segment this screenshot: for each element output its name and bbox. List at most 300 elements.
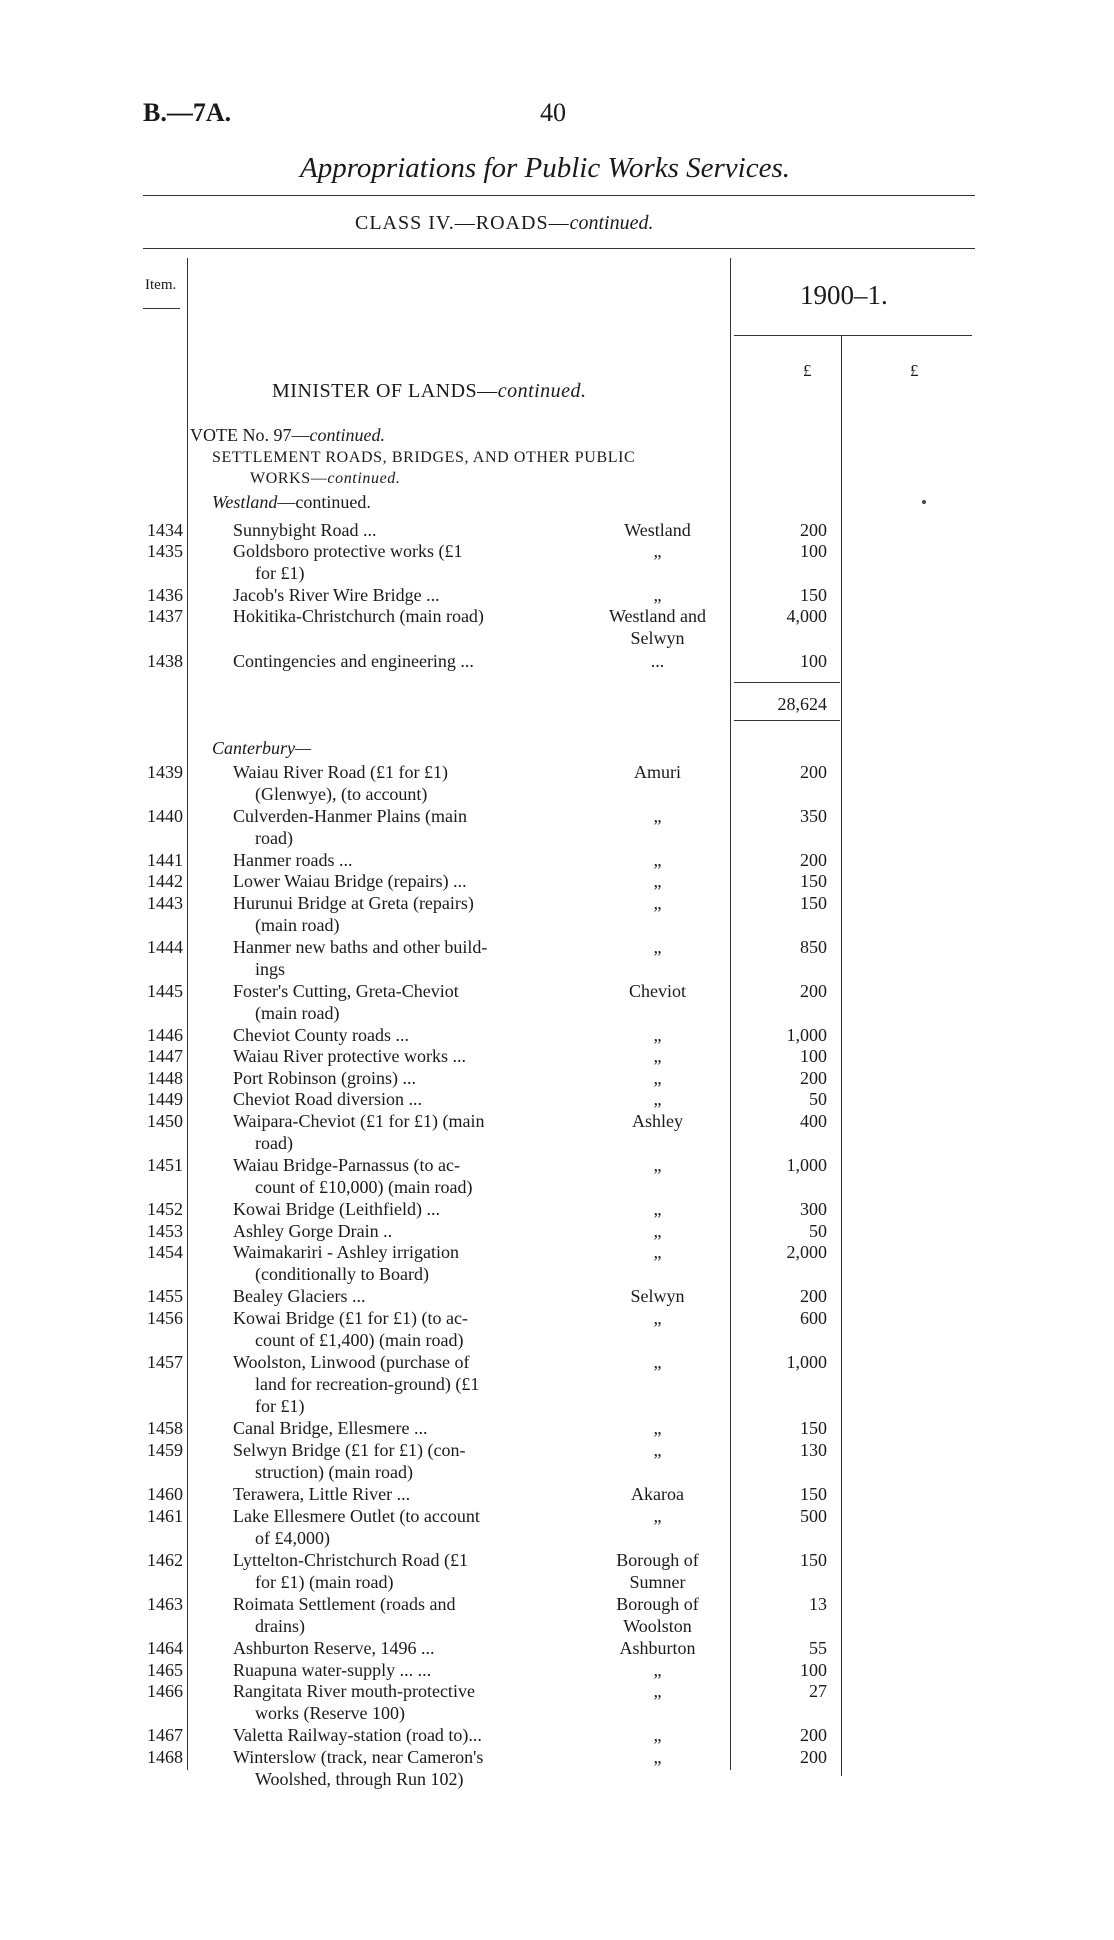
district-line: „ [653, 1308, 662, 1328]
table-row [0, 871, 1114, 893]
electoral-district [590, 1418, 725, 1440]
item-description [233, 1242, 459, 1286]
description-line: Waimakariri - Ashley irrigation [233, 1242, 459, 1262]
item-number: 1448 [147, 1068, 183, 1088]
table-row [0, 1046, 1114, 1068]
item-description [233, 1440, 465, 1484]
district-line: „ [653, 541, 662, 561]
amount: 200 [800, 1286, 827, 1306]
district-line: Amuri [634, 762, 681, 782]
table-row [0, 1725, 1114, 1747]
amount: 130 [800, 1440, 827, 1460]
amount: 850 [800, 937, 827, 957]
item-description [233, 1199, 440, 1221]
description-line: Waipara-Cheviot (£1 for £1) (main [233, 1111, 485, 1131]
table-row [0, 806, 1114, 848]
amount: 150 [800, 585, 827, 605]
electoral-district [590, 850, 725, 872]
description-line: Ruapuna water-supply ... ... [233, 1660, 432, 1680]
description-line: Foster's Cutting, Greta-Cheviot [233, 981, 459, 1001]
district-line: Borough of [616, 1550, 699, 1570]
description-line: Lower Waiau Bridge (repairs) ... [233, 871, 467, 891]
item-description [233, 1046, 466, 1068]
district-line: „ [653, 1221, 662, 1241]
class-title-cont: continued. [569, 212, 654, 234]
item-description [233, 937, 487, 981]
page-title: Appropriations for Public Works Services. [300, 152, 791, 184]
district-line: Sumner [629, 1571, 686, 1592]
item-description [233, 1725, 482, 1747]
description-line: Culverden-Hanmer Plains (main [233, 806, 467, 826]
table-row [0, 1242, 1114, 1284]
item-number: 1466 [147, 1681, 183, 1701]
description-line: Canal Bridge, Ellesmere ... [233, 1418, 428, 1438]
description-line: count of £10,000) (main road) [255, 1176, 473, 1197]
description-line: Contingencies and engineering ... [233, 651, 474, 671]
district-line: „ [653, 1155, 662, 1175]
district-line: Westland and [608, 606, 707, 626]
amount: 500 [800, 1506, 827, 1526]
item-description [233, 1089, 422, 1111]
district-line: Ashley [632, 1111, 683, 1131]
description-line: Hurunui Bridge at Greta (repairs) [233, 893, 474, 913]
description-line: Lake Ellesmere Outlet (to account [233, 1506, 480, 1526]
table-row [0, 1660, 1114, 1682]
district-line: „ [653, 1506, 662, 1526]
item-description [233, 850, 352, 872]
electoral-district [590, 871, 725, 893]
item-description [233, 1747, 483, 1791]
table-row [0, 651, 1114, 673]
item-number: 1460 [147, 1484, 183, 1504]
item-number: 1467 [147, 1725, 183, 1745]
amount: 150 [800, 871, 827, 891]
item-number: 1454 [147, 1242, 183, 1262]
table-row [0, 585, 1114, 607]
item-number: 1441 [147, 850, 183, 870]
item-description [233, 1068, 416, 1090]
item-description [233, 541, 462, 585]
item-column-rule [187, 258, 188, 1770]
electoral-district [590, 1242, 725, 1264]
class-title-main: CLASS IV.—ROADS— [355, 212, 570, 234]
description-line: Goldsboro protective works (£1 [233, 541, 463, 561]
item-number: 1464 [147, 1638, 183, 1658]
amount: 13 [809, 1594, 827, 1614]
table-row [0, 762, 1114, 804]
description-line: (Glenwye), (to account) [255, 783, 428, 804]
item-description [233, 651, 474, 673]
table-row [0, 850, 1114, 872]
description-line: (conditionally to Board) [255, 1263, 429, 1284]
electoral-district [590, 1594, 725, 1638]
description-line: of £4,000) [255, 1527, 330, 1548]
item-description [233, 1308, 468, 1352]
subtotal-rule [734, 682, 840, 683]
item-description [233, 1681, 475, 1725]
district-line: „ [653, 806, 662, 826]
subhead-line-1: SETTLEMENT ROADS, BRIDGES, AND OTHER PUBLIC [212, 449, 636, 466]
table-row [0, 1681, 1114, 1723]
table-row [0, 1286, 1114, 1308]
description-line: ings [255, 958, 286, 979]
amount: 1,000 [786, 1155, 827, 1175]
description-line: Waiau River Road (£1 for £1) [233, 762, 448, 782]
table-row [0, 1221, 1114, 1243]
item-description [233, 520, 377, 542]
item-number: 1456 [147, 1308, 183, 1328]
electoral-district [590, 1308, 725, 1330]
district-line: Westland [624, 520, 691, 540]
item-number: 1444 [147, 937, 183, 957]
description-line: Cheviot County roads ... [233, 1025, 409, 1045]
item-number: 1445 [147, 981, 183, 1001]
electoral-district [590, 1025, 725, 1047]
item-description [233, 1418, 427, 1440]
item-number: 1437 [147, 606, 183, 626]
electoral-district [590, 1440, 725, 1462]
item-description [233, 1506, 480, 1550]
minister-heading-cont: continued. [497, 380, 587, 402]
district-line: Cheviot [629, 981, 686, 1001]
description-line: for £1) [255, 562, 305, 583]
description-line: struction) (main road) [255, 1461, 413, 1482]
item-number: 1468 [147, 1747, 183, 1767]
amount: 350 [800, 806, 827, 826]
vote-heading [190, 425, 385, 446]
item-number: 1435 [147, 541, 183, 561]
minister-heading [272, 380, 587, 403]
description-line: Bealey Glaciers ... [233, 1286, 366, 1306]
electoral-district [590, 1155, 725, 1177]
description-line: Woolston, Linwood (purchase of [233, 1352, 470, 1372]
westland-heading-label: Westland [212, 492, 278, 512]
item-description [233, 1484, 410, 1506]
electoral-district [590, 937, 725, 959]
amount: 300 [800, 1199, 827, 1219]
description-line: Rangitata River mouth-protective [233, 1681, 475, 1701]
table-row [0, 1025, 1114, 1047]
district-line: „ [653, 1352, 662, 1372]
amount: 200 [800, 1747, 827, 1767]
item-number: 1443 [147, 893, 183, 913]
district-line: ... [650, 651, 665, 671]
description-line: Hanmer roads ... [233, 850, 353, 870]
district-line: „ [653, 1747, 662, 1767]
electoral-district [590, 893, 725, 915]
currency-label-col1: £ [803, 361, 812, 380]
table-row [0, 1484, 1114, 1506]
description-line: (main road) [255, 1002, 340, 1023]
district-line: „ [653, 1725, 662, 1745]
item-description [233, 606, 484, 628]
amount: 150 [800, 1550, 827, 1570]
district-line: „ [653, 937, 662, 957]
item-description [233, 1638, 434, 1660]
amount: 50 [809, 1221, 827, 1241]
currency-label-col2: £ [910, 361, 919, 380]
description-line: Kowai Bridge (£1 for £1) (to ac- [233, 1308, 468, 1328]
description-line: Woolshed, through Run 102) [255, 1768, 464, 1789]
district-line: „ [653, 1242, 662, 1262]
table-row [0, 1418, 1114, 1440]
subhead-line-2 [250, 470, 400, 488]
description-line: Waiau River protective works ... [233, 1046, 466, 1066]
description-line: Hokitika-Christchurch (main road) [233, 606, 484, 626]
description-line: Port Robinson (groins) ... [233, 1068, 417, 1088]
item-number: 1462 [147, 1550, 183, 1570]
table-row [0, 606, 1114, 648]
district-line: „ [653, 1660, 662, 1680]
subtotal-rule-lower [734, 720, 840, 721]
item-number: 1447 [147, 1046, 183, 1066]
item-number: 1446 [147, 1025, 183, 1045]
table-row [0, 981, 1114, 1023]
amount: 200 [800, 1725, 827, 1745]
item-description [233, 1286, 365, 1308]
subhead-line-2-main: WORKS— [250, 470, 328, 487]
amount: 400 [800, 1111, 827, 1131]
item-number: 1438 [147, 651, 183, 671]
canterbury-heading: Canterbury— [212, 738, 311, 758]
description-line: Roimata Settlement (roads and [233, 1594, 456, 1614]
electoral-district [590, 1725, 725, 1747]
amount: 600 [800, 1308, 827, 1328]
item-number: 1440 [147, 806, 183, 826]
item-description [233, 1025, 409, 1047]
district-line: „ [653, 850, 662, 870]
amount: 150 [800, 893, 827, 913]
amount: 200 [800, 762, 827, 782]
description-line: road) [255, 827, 293, 848]
item-description [233, 1221, 392, 1243]
item-number: 1453 [147, 1221, 183, 1241]
table-row [0, 1550, 1114, 1592]
item-number: 1458 [147, 1418, 183, 1438]
description-line: Winterslow (track, near Cameron's [233, 1747, 484, 1767]
item-number: 1451 [147, 1155, 183, 1175]
description-line: Sunnybight Road ... [233, 520, 377, 540]
amount: 100 [800, 651, 827, 671]
vote-heading-main: VOTE No. 97— [190, 425, 310, 445]
item-description [233, 1550, 468, 1594]
description-line: land for recreation-ground) (£1 [255, 1373, 480, 1394]
amount: 100 [800, 1046, 827, 1066]
year-column-header: 1900–1. [800, 280, 888, 310]
item-description [233, 1594, 455, 1638]
electoral-district [590, 1199, 725, 1221]
description-line: Ashley Gorge Drain .. [233, 1221, 393, 1241]
class-title [355, 212, 653, 235]
amount: 4,000 [786, 606, 827, 626]
table-row [0, 1594, 1114, 1636]
table-row [0, 893, 1114, 935]
electoral-district [590, 1221, 725, 1243]
electoral-district [590, 1506, 725, 1528]
minister-heading-main: MINISTER OF LANDS— [272, 380, 498, 402]
district-line: „ [653, 1068, 662, 1088]
item-column-header: Item. [145, 277, 177, 293]
district-line: „ [653, 893, 662, 913]
electoral-district [590, 1747, 725, 1769]
district-line: Selwyn [630, 1286, 685, 1306]
electoral-district [590, 1068, 725, 1090]
description-line: Selwyn Bridge (£1 for £1) (con- [233, 1440, 466, 1460]
amount: 200 [800, 981, 827, 1001]
district-line: Woolston [623, 1615, 692, 1636]
item-number: 1455 [147, 1286, 183, 1306]
item-description [233, 1155, 472, 1199]
item-number: 1459 [147, 1440, 183, 1460]
electoral-district [590, 1660, 725, 1682]
item-description [233, 585, 440, 607]
electoral-district [590, 541, 725, 563]
item-number: 1450 [147, 1111, 183, 1131]
item-number: 1436 [147, 585, 183, 605]
item-number: 1463 [147, 1594, 183, 1614]
item-description [233, 1660, 431, 1682]
district-line: „ [653, 1046, 662, 1066]
westland-heading [212, 492, 371, 513]
item-number: 1439 [147, 762, 183, 782]
subhead-line-2-cont: continued. [327, 470, 401, 487]
district-line: Selwyn [630, 627, 685, 648]
electoral-district [590, 806, 725, 828]
table-row [0, 541, 1114, 583]
description-line: Ashburton Reserve, 1496 ... [233, 1638, 435, 1658]
item-description [233, 1111, 484, 1155]
description-line: Valetta Railway-station (road to)... [233, 1725, 482, 1745]
item-description [233, 762, 448, 806]
table-row [0, 1155, 1114, 1197]
title-rule [143, 195, 975, 196]
electoral-district [590, 1089, 725, 1111]
amount: 1,000 [786, 1025, 827, 1045]
table-row [0, 520, 1114, 542]
page-number: 40 [540, 98, 566, 127]
description-line: Cheviot Road diversion ... [233, 1089, 422, 1109]
amount: 2,000 [786, 1242, 827, 1262]
description-line: count of £1,400) (main road) [255, 1329, 464, 1350]
district-line: „ [653, 585, 662, 605]
westland-total: 28,624 [777, 694, 827, 714]
item-number: 1449 [147, 1089, 183, 1109]
table-top-rule [143, 248, 975, 249]
table-row [0, 1352, 1114, 1416]
item-description [233, 981, 459, 1025]
description-line: (main road) [255, 914, 340, 935]
description-line: Kowai Bridge (Leithfield) ... [233, 1199, 440, 1219]
description-line: Jacob's River Wire Bridge ... [233, 585, 440, 605]
item-header-rule [143, 308, 180, 309]
description-line: drains) [255, 1615, 305, 1636]
district-line: Borough of [616, 1594, 699, 1614]
district-line: „ [653, 1681, 662, 1701]
electoral-district [590, 1286, 725, 1308]
table-row [0, 1638, 1114, 1660]
description-line: road) [255, 1132, 293, 1153]
table-row [0, 937, 1114, 979]
vote-heading-cont: continued. [309, 425, 385, 445]
district-line: „ [653, 1025, 662, 1045]
table-row [0, 1308, 1114, 1350]
electoral-district [590, 1550, 725, 1594]
item-number: 1442 [147, 871, 183, 891]
electoral-district [590, 1484, 725, 1506]
amount: 1,000 [786, 1352, 827, 1372]
district-column-rule [730, 258, 731, 1770]
table-row [0, 1440, 1114, 1482]
electoral-district [590, 606, 725, 650]
table-row [0, 1068, 1114, 1090]
item-description [233, 806, 467, 850]
item-description [233, 893, 474, 937]
amount: 200 [800, 520, 827, 540]
district-line: „ [653, 1199, 662, 1219]
table-row [0, 1506, 1114, 1548]
year-header-rule [734, 335, 972, 336]
westland-heading-cont: —continued. [277, 492, 371, 512]
table-row [0, 1199, 1114, 1221]
amount: 200 [800, 850, 827, 870]
item-number: 1461 [147, 1506, 183, 1526]
item-number: 1452 [147, 1199, 183, 1219]
electoral-district [590, 1046, 725, 1068]
district-line: „ [653, 871, 662, 891]
district-line: Ashburton [619, 1638, 696, 1658]
amount: 100 [800, 1660, 827, 1680]
amount: 55 [809, 1638, 827, 1658]
amount: 150 [800, 1418, 827, 1438]
electoral-district [590, 1352, 725, 1374]
table-row [0, 1111, 1114, 1153]
item-number: 1465 [147, 1660, 183, 1680]
item-description [233, 871, 467, 893]
amount: 27 [809, 1681, 827, 1701]
table-row [0, 1089, 1114, 1111]
district-line: „ [653, 1089, 662, 1109]
amount: 100 [800, 541, 827, 561]
description-line: Waiau Bridge-Parnassus (to ac- [233, 1155, 460, 1175]
description-line: for £1) (main road) [255, 1571, 394, 1592]
electoral-district [590, 981, 725, 1003]
amount: 200 [800, 1068, 827, 1088]
electoral-district [590, 651, 725, 673]
district-line: „ [653, 1440, 662, 1460]
description-line: works (Reserve 100) [255, 1702, 405, 1723]
item-number: 1457 [147, 1352, 183, 1372]
stray-mark [922, 500, 926, 504]
description-line: for £1) [255, 1395, 305, 1416]
description-line: Terawera, Little River ... [233, 1484, 411, 1504]
electoral-district [590, 585, 725, 607]
description-line: Hanmer new baths and other build- [233, 937, 488, 957]
report-code: B.—7A. [143, 98, 232, 127]
description-line: Lyttelton-Christchurch Road (£1 [233, 1550, 468, 1570]
item-number: 1434 [147, 520, 183, 540]
amount: 150 [800, 1484, 827, 1504]
electoral-district [590, 520, 725, 542]
district-line: „ [653, 1418, 662, 1438]
amount: 50 [809, 1089, 827, 1109]
item-description [233, 1352, 479, 1417]
electoral-district [590, 1638, 725, 1660]
table-row [0, 1747, 1114, 1789]
electoral-district [590, 762, 725, 784]
district-line: Akaroa [631, 1484, 684, 1504]
electoral-district [590, 1681, 725, 1703]
electoral-district [590, 1111, 725, 1133]
